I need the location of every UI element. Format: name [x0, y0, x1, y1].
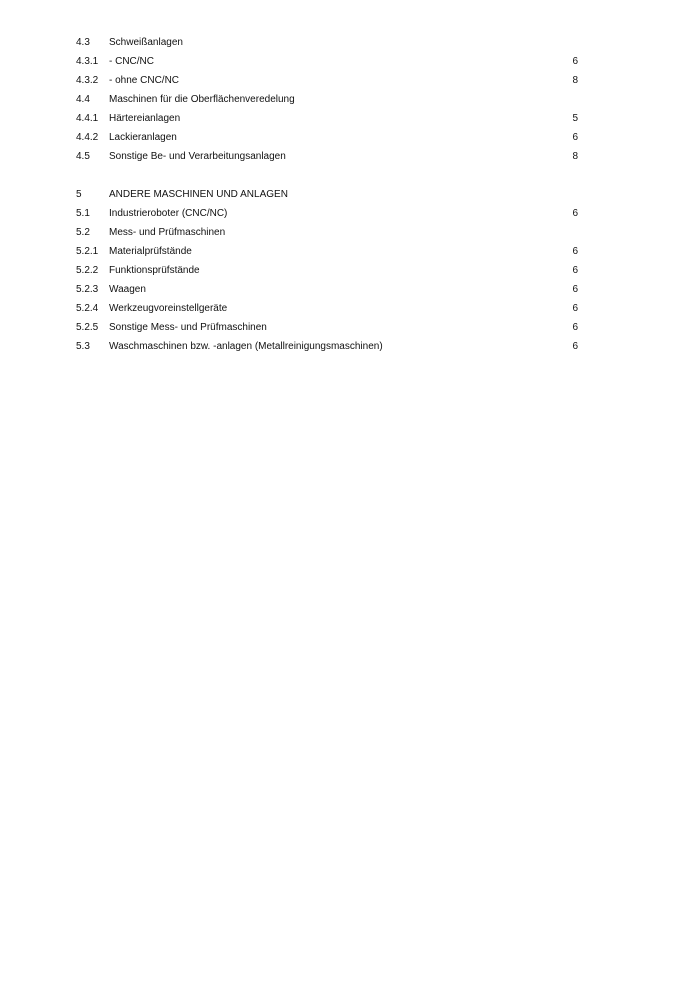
toc-entry-number: 4.4.2 [76, 132, 99, 143]
toc-entry-title: Industrieroboter (CNC/NC) [109, 208, 228, 219]
toc-entry[interactable] [76, 109, 580, 128]
toc-entry-title: Maschinen für die Oberflächenveredelung [109, 94, 295, 105]
toc-entry-page-number: 6 [572, 56, 578, 67]
toc-entry[interactable] [76, 223, 580, 242]
toc-entry[interactable] [76, 204, 580, 223]
toc-entry-number: 5.2.5 [76, 322, 99, 333]
toc-entry-title: Härtereianlagen [109, 113, 181, 124]
toc-entry[interactable] [76, 318, 580, 337]
toc-entry-title: Lackieranlagen [109, 132, 177, 143]
toc-entry-number: 5 [76, 189, 82, 200]
toc-entry-page-number: 5 [572, 113, 578, 124]
toc-entry[interactable] [76, 147, 580, 166]
toc-section [76, 185, 580, 356]
toc-entry-page-number: 6 [572, 341, 578, 352]
toc-section [76, 33, 580, 166]
toc-entry-number: 4.3.2 [76, 75, 99, 86]
toc-entry[interactable] [76, 90, 580, 109]
toc-entry-page-number: 6 [572, 265, 578, 276]
toc-entry-page-number: 6 [572, 322, 578, 333]
toc-entry[interactable] [76, 71, 580, 90]
toc-entry-page-number: 6 [572, 208, 578, 219]
toc-entry-number: 5.2.1 [76, 246, 99, 257]
toc-entry-title: Sonstige Mess- und Prüfmaschinen [109, 322, 267, 333]
toc-entry-page-number: 6 [572, 284, 578, 295]
toc-entry-page-number: 6 [572, 132, 578, 143]
toc-entry-number: 5.1 [76, 208, 90, 219]
toc-entry-number: 4.4 [76, 94, 90, 105]
table-of-contents [76, 33, 580, 356]
toc-entry[interactable] [76, 299, 580, 318]
toc-entry-title: Waagen [109, 284, 146, 295]
toc-entry[interactable] [76, 337, 580, 356]
toc-entry-title: Sonstige Be- und Verarbeitungsanlagen [109, 151, 286, 162]
toc-entry-page-number: 6 [572, 246, 578, 257]
toc-entry-title: Werkzeugvoreinstellgeräte [109, 303, 228, 314]
toc-entry-number: 4.5 [76, 151, 90, 162]
toc-entry-title: - CNC/NC [109, 56, 154, 67]
toc-entry[interactable] [76, 128, 580, 147]
toc-entry-number: 4.4.1 [76, 113, 99, 124]
toc-entry-title: Materialprüfstände [109, 246, 192, 257]
toc-entry[interactable] [76, 242, 580, 261]
toc-entry[interactable] [76, 280, 580, 299]
toc-entry-number: 5.2 [76, 227, 90, 238]
toc-entry[interactable] [76, 261, 580, 280]
toc-entry[interactable] [76, 52, 580, 71]
toc-entry[interactable] [76, 185, 580, 204]
toc-entry[interactable] [76, 33, 580, 52]
toc-entry-title: Waschmaschinen bzw. -anlagen (Metallreinigungsmaschinen) [109, 341, 383, 352]
toc-entry-number: 5.2.4 [76, 303, 99, 314]
toc-entry-number: 4.3 [76, 37, 90, 48]
toc-entry-title: - ohne CNC/NC [109, 75, 180, 86]
toc-entry-title: ANDERE MASCHINEN UND ANLAGEN [109, 189, 288, 200]
toc-entry-page-number: 6 [572, 303, 578, 314]
toc-entry-title: Mess- und Prüfmaschinen [109, 227, 226, 238]
toc-entry-number: 5.2.2 [76, 265, 99, 276]
toc-entry-page-number: 8 [572, 75, 578, 86]
toc-entry-title: Schweißanlagen [109, 37, 183, 48]
toc-entry-number: 4.3.1 [76, 56, 99, 67]
toc-entry-number: 5.3 [76, 341, 90, 352]
toc-entry-title: Funktionsprüfstände [109, 265, 200, 276]
toc-entry-number: 5.2.3 [76, 284, 99, 295]
toc-entry-page-number: 8 [572, 151, 578, 162]
